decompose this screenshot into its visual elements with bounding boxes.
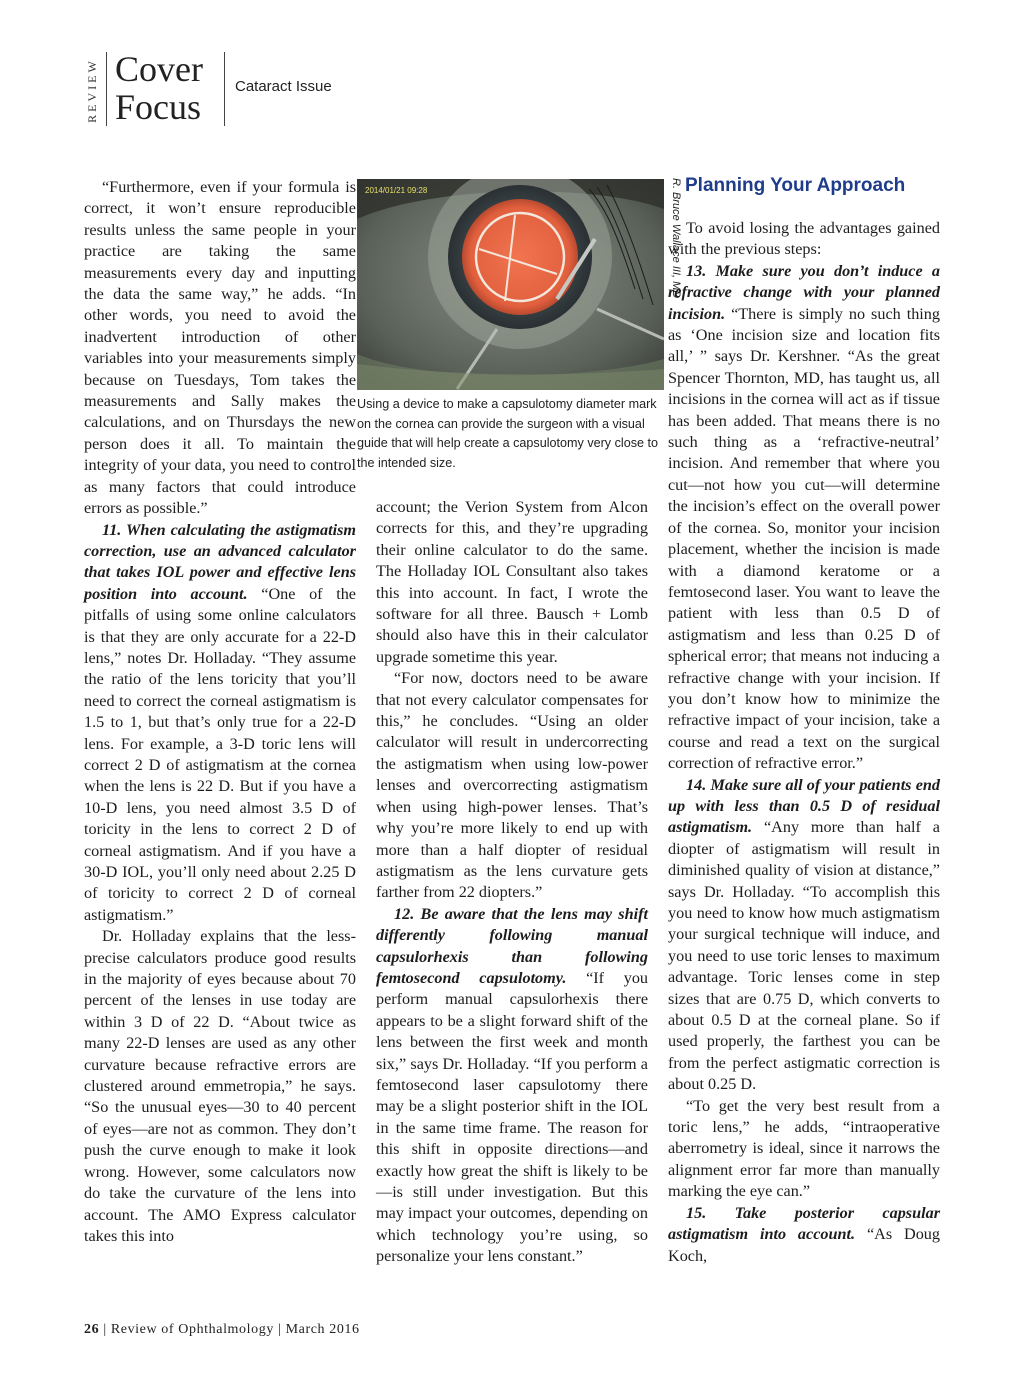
surgical-photo — [357, 179, 664, 390]
paragraph-body: “As Doug Koch, — [668, 1225, 940, 1265]
photo-credit: R. Bruce Wallace III, MD — [670, 178, 682, 299]
section-label-review: REVIEW — [84, 57, 99, 123]
paragraph — [376, 904, 648, 1268]
footer-separator: | — [103, 1322, 107, 1337]
article-column-3 — [668, 218, 940, 1267]
section-heading: Planning Your Approach — [685, 175, 906, 196]
paragraph: “To get the very best result from a toric lens,” he adds, “intraoperative aberrometry is ideal, since it narrows the alignment error far more than manually marking the eye can.” — [668, 1096, 940, 1201]
paragraph: Dr. Holladay explains that the less-precise calculators produce good results in the majority of eyes because about 70 percent of the lenses in use today are within 3 D of 22 D. “About twice as many 22-D lenses are used as any other curvature because refractive errors are clustered around emmetropia,” he says. “So the unusual eyes—30 to 40 percent of eyes—are not as common. They don’t push the curve enough to make it look wrong. However, some calculators now do take the curvature of the lens into account. The AMO Express calculator takes this into — [84, 927, 356, 1245]
paragraph: account; the Verion System from Alcon corrects for this, and they’re upgrading their online calculator to do the same. The Holladay IOL Consultant also takes this into account. In fact, I wrote the software for all three. Bausch + Lomb should also have this in their calculator upgrade sometime this year. — [376, 498, 648, 666]
paragraph-body: “There is simply no such thing as ‘One incision size and location fits all,’ ” says Dr. Kershner. “As the great Spencer Thornton, MD, has taught us, all incisions in the cornea will act as if tissue has been added. That means there is no such thing as a ‘refractive-neutral’ incision. And remember that where you cut—not how you cut—will determine the incision’s effect on the overall power of the cornea. So, monitor your incision placement, whether the incision is made with a diamond keratome or a femtosecond laser. You want to leave the patient with less than 0.5 D of astigmatism and less than 0.25 D of spherical error; that means not inducing a refractive change with your incision. If you don’t know how to minimize the refractive impact of your incision, take a course and read a text on the surgical correction of refractive error.” — [668, 304, 940, 773]
issue-date: March 2016 — [285, 1322, 360, 1337]
section-title-focus: Focus — [115, 87, 202, 127]
photo-timestamp: 2014/01/21 09:28 — [365, 186, 428, 195]
step-heading: 14. Make sure all of your patients end up with less than 0.5 D of residual astigmatism. — [668, 775, 940, 837]
header-divider — [106, 52, 107, 126]
section-title-cover: Cover — [115, 49, 203, 89]
paragraph — [668, 775, 940, 1096]
photo-caption: Using a device to make a capsulotomy diameter mark on the cornea can provide the surgeon with a visual guide that will help create a capsulotomy very close to the intended size. — [357, 397, 659, 470]
step-heading: 11. When calculating the astigmatism correction, use an advanced calculator that takes IOL power and effective lens position into account. — [84, 520, 356, 603]
paragraph-body: “Any more than half a diopter of astigmatism will result in diminished quality of vision at distance,” says Dr. Holladay. “To accomplish this you need to know how much astigmatism your surgical technique will induce, and you need to use toric lenses to maximum advantage. Toric lenses come in step sizes that are 0.75 D, which converts to about 0.5 D at the corneal plane. So if used properly, the farthest you can be from the perfect astigmatic correction is about 0.25 D. — [668, 818, 940, 1094]
publication-name: Review of Ophthalmology — [110, 1322, 274, 1337]
step-heading: 12. Be aware that the lens may shift differently following manual capsulorhexis than following femtosecond capsulotomy. — [376, 904, 648, 987]
footer-separator: | — [278, 1322, 282, 1337]
paragraph-body: “One of the pitfalls of using some online calculators is that they are only accurate for a 22-D lens,” notes Dr. Holladay. “They assume the ratio of the lens toricity that you’ll need to correct the corneal astigmatism is 1.5 to 1, but that’s only true for a 22-D lens. For example, a 3-D toric lens will correct 2 D of astigmatism at the cornea when the lens is 22 D. But if you have a 10-D lens, you need almost 3.5 D of toricity in the lens to correct 2 D of corneal astigmatism. And if you have a 30-D IOL, you’ll only need about 2.25 D of toricity to correct 2 D of corneal astigmatism.” — [84, 584, 356, 924]
paragraph — [668, 261, 940, 775]
paragraph — [668, 1203, 940, 1267]
step-heading: 13. Make sure you don’t induce a refractive change with your planned incision. — [668, 261, 940, 323]
paragraph: To avoid losing the advantages gained with the previous steps: — [668, 219, 940, 259]
paragraph-body: “If you perform manual capsulorhexis there appears to be a slight forward shift of the lens between the first week and month six,” says Dr. Holladay. “If you perform a femtosecond laser capsulotomy there may be a slight posterior shift in the IOL in the same time frame. The reason for this shift in opposite directions—and exactly how great the shift is likely to be—is still under investigation. But this may impact your outcomes, depending on which technology you’re using, so personalize your lens constant.” — [376, 968, 649, 1266]
paragraph — [84, 520, 356, 927]
header-divider — [224, 52, 225, 126]
page-number: 26 — [84, 1322, 100, 1337]
page-footer — [84, 1322, 360, 1338]
paragraph: “For now, doctors need to be aware that not every calculator compensates for this,” he concludes. “Using an older calculator will result in undercorrecting the astigmatism when using low-power lenses and overcorrecting astigmatism when using high-power lenses. That’s why you’re more likely to end up with more than a half diopter of residual astigmatism as the lens curvature gets farther from 22 diopters.” — [376, 669, 648, 902]
article-column-2 — [376, 497, 648, 1268]
paragraph: “Furthermore, even if your formula is correct, it won’t ensure reproducible results unless the same people in your practice are taking the same measurements every day and inputting the data the same way,” he adds. “In other words, you need to avoid the inadvertent introduction of other variables into your measurements simply because on Tuesdays, Tom takes the measurements and Sally makes the calculations, and on Thursdays the new person does it all. To maintain the integrity of your data, you need to control as many factors that could introduce errors as possible.” — [84, 178, 356, 518]
issue-label: Cataract Issue — [235, 78, 332, 95]
article-column-1 — [84, 177, 356, 1247]
step-heading: 15. Take posterior capsular astigmatism into account. — [668, 1203, 940, 1244]
